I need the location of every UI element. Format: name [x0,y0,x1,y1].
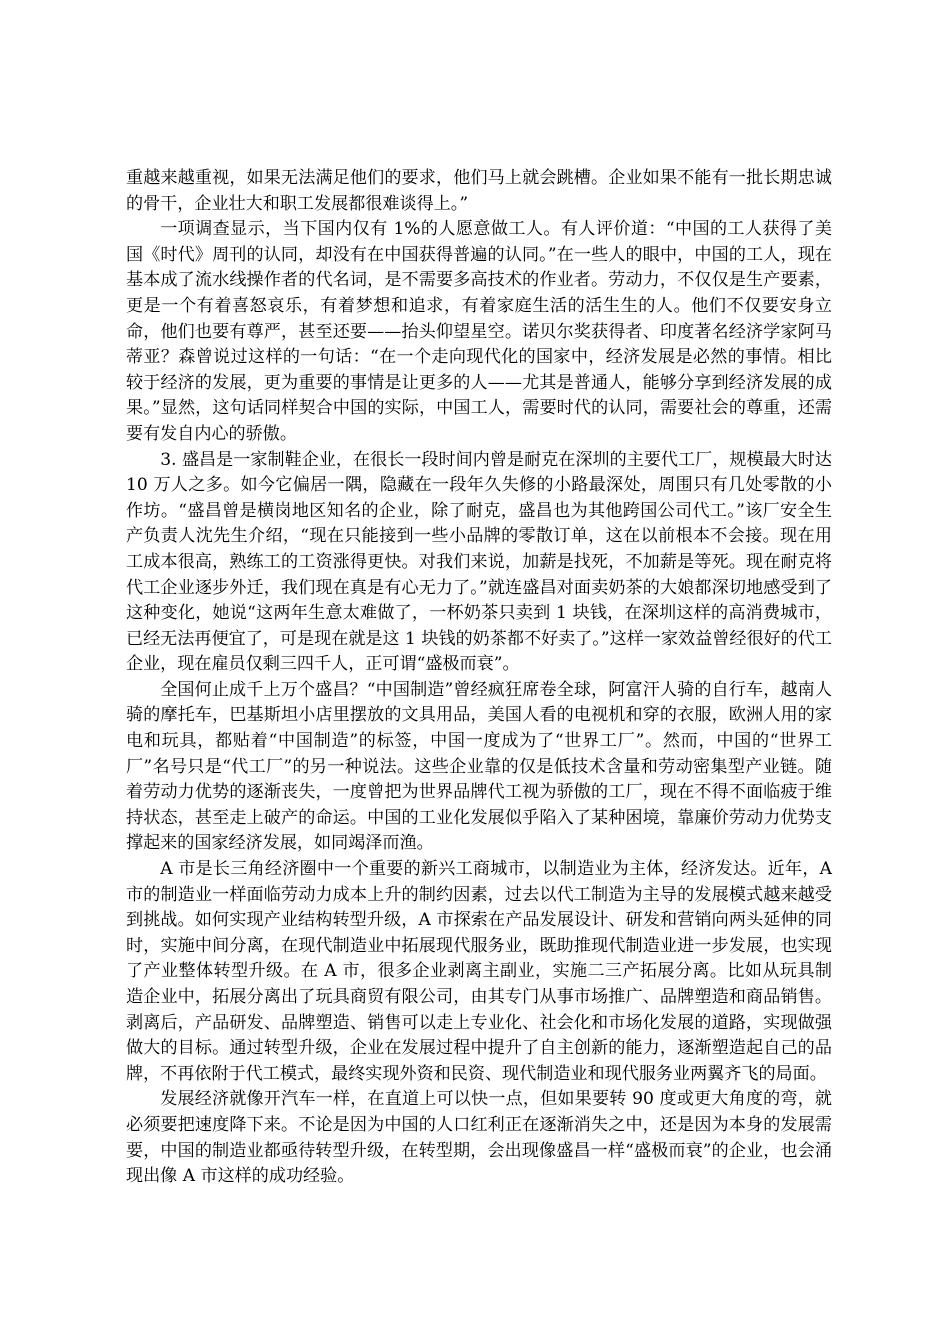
paragraph-survey: 一项调查显示，当下国内仅有 1%的人愿意做工人。有人评价道：“中国的工人获得了美国《时代》周刊的认同，却没有在中国获得普遍的认同。”在一些人的眼中，中国的工人，现在基本成了流水线操作者的代名词，是不需要多高技术的作业者。劳动力，不仅仅是生产要素，更是一个有着喜怒哀乐，有着梦想和追求，有着家庭生活的活生生的人。他们不仅要安身立命，他们也要有尊严，甚至还要——抬头仰望星空。诺贝尔奖获得者、印度著名经济学家阿马蒂亚？森曾说过这样的一句话：“在一个走向现代化的国家中，经济发展是必然的事情。相比较于经济的发展，更为重要的事情是让更多的人——尤其是普通人，能够分享到经济发展的成果。”显然，这句话同样契合中国的实际，中国工人，需要时代的认同，需要社会的尊重，还需要有发自内心的骄傲。 [126,219,832,444]
paragraph-made-in-china: 全国何止成千上万个盛昌？“中国制造”曾经疯狂席卷全球，阿富汗人骑的自行车，越南人骑的摩托车，巴基斯坦小店里摆放的文具用品，美国人看的电视机和穿的衣服，欧洲人用的家电和玩具，都贴着“中国制造”的标签，中国一度成为了“世界工厂”。然而，中国的“世界工厂”名号只是“代工厂”的另一种说法。这些企业靠的仅是低技术含量和劳动密集型产业链。随着劳动力优势的逐渐丧失，一度曾把为世界品牌代工视为骄傲的工厂，现在不得不面临疲于维持状态，甚至走上破产的命运。中国的工业化发展似乎陷入了某种困境，靠廉价劳动力优势支撑起来的国家经济发展，如同竭泽而渔。 [126,679,832,854]
paragraph-shengchang: 3. 盛昌是一家制鞋企业，在很长一段时间内曾是耐克在深圳的主要代工厂，规模最大时达 10 万人之多。如今它偏居一隅，隐藏在一段年久失修的小路最深处，周围只有几处零散的小作坊。“盛昌曾是横岗地区知名的企业，除了耐克，盛昌也为其他跨国公司代工。”该厂安全生产负责人沈先生介绍，“现在只能接到一些小品牌的零散订单，这在以前根本不会接。现在用工成本很高，熟练工的工资涨得更快。对我们来说，加薪是找死，不加薪是等死。现在耐克将代工企业逐步外迁，我们现在真是有心无力了。”就连盛昌对面卖奶茶的大娘都深切地感受到了这种变化，她说“这两年生意太难做了，一杯奶茶只卖到 1 块钱，在深圳这样的高消费城市，已经无法再便宜了，可是现在就是这 1 块钱的奶茶都不好卖了。”这样一家效益曾经很好的代工企业，现在雇员仅剩三四千人，正可谓“盛极而衰”。 [126,449,832,675]
paragraph-city-a: A 市是长三角经济圈中一个重要的新兴工商城市，以制造业为主体，经济发达。近年，A 市的制造业一样面临劳动力成本上升的制约因素，过去以代工制造为主导的发展模式越来越受到挑战。如何实现产业结构转型升级，A 市探索在产品发展设计、研发和营销向两头延伸的同时，实施中间分离，在现代制造业中拓展现代服务业，既助推现代制造业进一步发展，也实现了产业整体转型升级。在 A 市，很多企业剥离主副业，实施二三产拓展分离。比如从玩具制造企业中，拓展分离出了玩具商贸有限公司，由其专门从事市场推广、品牌塑造和商品销售。剥离后，产品研发、品牌塑造、销售可以走上专业化、社会化和市场化发展的道路，实现做强做大的目标。通过转型升级，企业在发展过程中提升了自主创新的能力，逐渐塑造起自己的品牌，不再依附于代工模式，最终实现外资和民资、现代制造业和现代服务业两翼齐飞的局面。 [126,859,832,1084]
paragraph-conclusion: 发展经济就像开汽车一样，在直道上可以快一点，但如果要转 90 度或更大角度的弯，就必须要把速度降下来。不论是因为中国的人口红利正在逐渐消失之中，还是因为本身的发展需要，中国的制造业都亟待转型升级，在转型期，会出现像盛昌一样“盛极而衰”的企业，也会涌现出像 A 市这样的成功经验。 [126,1089,832,1187]
document-body [126,166,832,1190]
paragraph-continuation: 重越来越重视，如果无法满足他们的要求，他们马上就会跳槽。企业如果不能有一批长期忠诚的骨干，企业壮大和职工发展都很难谈得上。” [126,168,832,214]
